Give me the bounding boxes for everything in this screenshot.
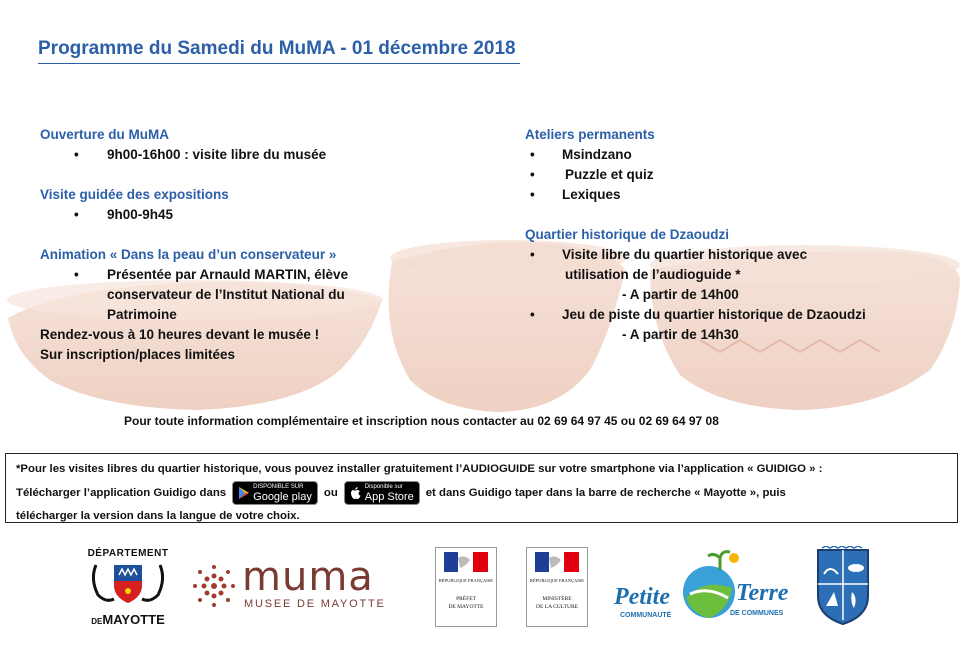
list-item-subtext: - A partir de 14h00 <box>622 287 739 302</box>
registration-info: Sur inscription/places limitées <box>40 347 236 362</box>
dzaoudzi-crest-icon <box>812 546 874 628</box>
petite-terre-logo <box>612 548 792 628</box>
list-item-text: Patrimoine <box>107 307 177 322</box>
logo-text: Terre <box>736 580 789 606</box>
badge-small-text: Disponible sur <box>364 483 403 490</box>
list-item-text: Puzzle et quiz <box>565 167 654 182</box>
note-text: ou <box>323 486 338 499</box>
list-item-text: Jeu de piste du quartier historique de Dzaoudzi <box>562 307 866 322</box>
list-item <box>40 205 460 225</box>
logo-text: DE COMMUNES <box>730 610 784 617</box>
list-item <box>525 305 955 345</box>
logo-text: MAYOTTE <box>102 612 165 627</box>
logo-text: PRÉFET <box>456 596 476 602</box>
logo-text: DE MAYOTTE <box>448 604 484 610</box>
logo-text: COMMUNAUTÉ <box>620 612 672 619</box>
contact-info: Pour toute information complémentaire et inscription nous contacter au 02 69 64 97 45 ou 02 69 64 97 08 <box>124 414 719 428</box>
marianne-flag-icon <box>535 552 579 572</box>
note-text: et dans Guidigo taper dans la barre de recherche « Mayotte », puis <box>425 486 786 499</box>
bullet-icon: • <box>530 167 535 182</box>
bullet-icon: • <box>530 147 535 162</box>
bullet-icon: • <box>530 307 535 322</box>
section-heading-workshops: Ateliers permanents <box>525 127 655 142</box>
list-item-text: Msindzano <box>562 147 632 162</box>
logo-text: muma <box>242 554 374 600</box>
logo-text: MUSEE DE MAYOTTE <box>244 598 386 610</box>
list-item-text: utilisation de l’audioguide * <box>565 267 741 282</box>
mayotte-coat-of-arms-icon <box>88 559 168 607</box>
google-play-icon <box>238 486 250 500</box>
logo-text: MINISTÈRE <box>542 596 572 602</box>
logo-text: Petite <box>614 584 670 610</box>
section-heading-guided-visit: Visite guidée des expositions <box>40 187 229 202</box>
note-text: Télécharger l’application Guidigo dans <box>16 486 227 499</box>
marianne-flag-icon <box>444 552 488 572</box>
bullet-icon: • <box>74 267 79 282</box>
badge-small-text: DISPONIBLE SUR <box>253 483 304 490</box>
bullet-icon: • <box>530 187 535 202</box>
list-item <box>525 145 955 165</box>
bullet-icon: • <box>74 147 79 162</box>
list-item-text: 9h00-16h00 : visite libre du musée <box>107 147 327 162</box>
right-column <box>525 125 955 345</box>
logo-text: RÉPUBLIQUE FRANÇAISE <box>529 578 585 583</box>
left-column <box>40 125 460 365</box>
note-line-1: *Pour les visites libres du quartier historique, vous pouvez installer gratuitement l’AUDIOGUIDE sur votre smartphone via l’application « GUIDIGO » : <box>16 463 823 475</box>
list-item-text: 9h00-9h45 <box>107 207 174 222</box>
list-item-text: Lexiques <box>562 187 621 202</box>
logo-text: RÉPUBLIQUE FRANÇAISE <box>438 578 494 583</box>
section-heading-historic-quarter: Quartier historique de Dzaoudzi <box>525 227 730 242</box>
prefet-mayotte-logo <box>435 547 497 627</box>
logo-text: DE LA CULTURE <box>536 604 578 610</box>
badge-big-text: App Store <box>364 490 414 503</box>
list-item-text: Présentée par Arnauld MARTIN, élève <box>107 267 349 282</box>
list-item <box>525 185 955 205</box>
app-store-badge[interactable] <box>344 481 420 505</box>
audioguide-note-box <box>5 453 958 523</box>
logo-text: DE <box>91 617 103 626</box>
section-heading-animation: Animation « Dans la peau d’un conservateur » <box>40 247 337 262</box>
muma-logo <box>190 554 405 615</box>
list-item <box>40 145 460 165</box>
ministere-culture-logo <box>526 547 588 627</box>
meeting-info: Rendez-vous à 10 heures devant le musée ! <box>40 327 320 342</box>
list-item-subtext: - A partir de 14h30 <box>622 327 739 342</box>
apple-icon <box>350 486 362 500</box>
departement-mayotte-logo <box>84 548 172 626</box>
badge-big-text: Google play <box>253 490 312 503</box>
list-item-text: conservateur de l’Institut National du <box>107 287 345 302</box>
section-heading-opening: Ouverture du MuMA <box>40 127 170 142</box>
google-play-badge[interactable] <box>232 481 318 505</box>
bullet-icon: • <box>74 207 79 222</box>
note-line-2 <box>16 481 947 505</box>
muma-star-icon <box>190 562 238 610</box>
list-item <box>525 165 955 185</box>
list-item-text: Visite libre du quartier historique avec <box>562 247 808 262</box>
note-line-3: télécharger la version dans la langue de votre choix. <box>16 510 300 522</box>
page-title: Programme du Samedi du MuMA - 01 décembre 2018 <box>38 38 520 64</box>
list-item <box>525 245 955 305</box>
list-item <box>40 265 460 325</box>
logo-text: DÉPARTEMENT <box>87 548 169 559</box>
bullet-icon: • <box>530 247 535 262</box>
